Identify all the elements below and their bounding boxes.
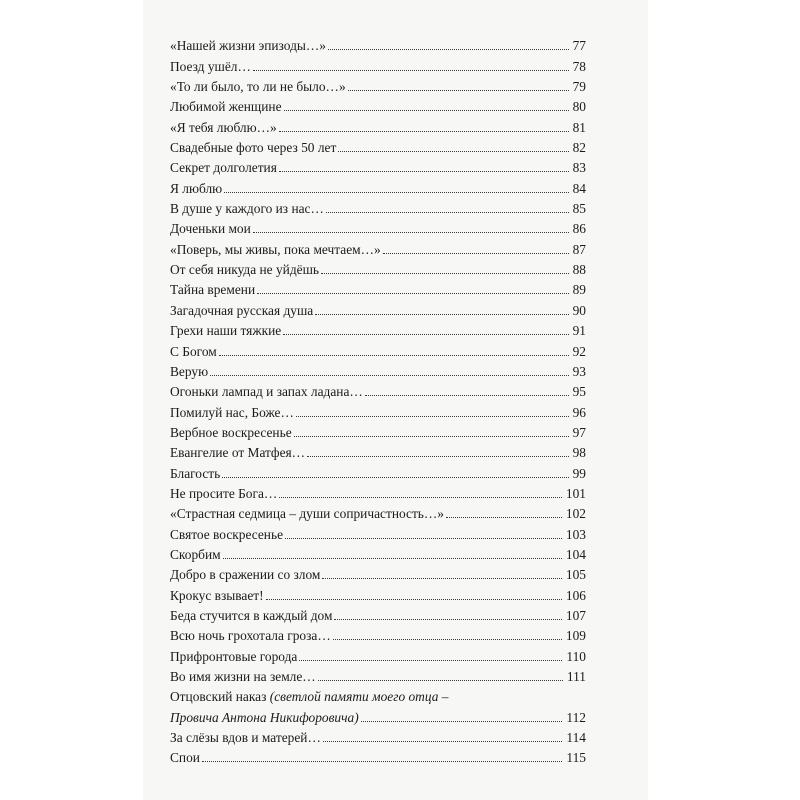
toc-entry-page: 106 xyxy=(565,587,586,603)
toc-entry-title: Спои xyxy=(170,750,200,766)
toc-entry xyxy=(170,420,586,440)
toc-entry xyxy=(170,277,586,297)
toc-entry-page: 99 xyxy=(572,465,586,481)
toc-entry-page: 85 xyxy=(572,201,586,217)
dot-leader xyxy=(333,639,562,640)
toc-entry-title xyxy=(170,689,448,704)
dot-leader xyxy=(315,314,568,315)
dot-leader xyxy=(257,293,568,294)
dot-leader xyxy=(383,253,569,254)
toc-entry xyxy=(170,745,586,765)
toc-entry-page: 101 xyxy=(565,485,586,501)
dot-leader xyxy=(321,273,569,274)
dot-leader xyxy=(294,436,569,437)
toc-entry-title: За слёзы вдов и матерей… xyxy=(170,730,321,746)
toc-entry-page: 77 xyxy=(572,38,586,54)
toc-entry-title: Огоньки лампад и запах ладана… xyxy=(170,384,363,400)
toc-entry xyxy=(170,338,586,358)
toc-entry-title: Прифронтовые города xyxy=(170,648,298,664)
dot-leader xyxy=(361,721,563,722)
toc-entry-page: 115 xyxy=(566,750,586,766)
dot-leader xyxy=(296,416,569,417)
toc-entry xyxy=(170,603,586,623)
toc-entry-title: Во имя жизни на земле… xyxy=(170,669,316,684)
dot-leader xyxy=(224,192,568,193)
toc-entry-title: Верую xyxy=(170,363,209,379)
dot-leader xyxy=(338,151,568,152)
toc-entry-page: 110 xyxy=(566,648,586,664)
toc-tail-list xyxy=(170,725,586,766)
toc-entry xyxy=(170,297,586,317)
toc-entry-page: 84 xyxy=(572,180,586,196)
toc-entry-page: 97 xyxy=(572,424,586,440)
dot-leader xyxy=(266,599,562,600)
toc-entry-page: 111 xyxy=(566,669,586,684)
toc-entry xyxy=(170,155,586,175)
dot-leader xyxy=(299,660,562,661)
dot-leader xyxy=(323,741,563,742)
toc-entry-page: 114 xyxy=(566,730,586,746)
toc-entry xyxy=(170,318,586,338)
toc-entry xyxy=(170,196,586,216)
dot-leader xyxy=(210,375,569,376)
dot-leader xyxy=(283,334,568,335)
toc-entry-title: Скорбим xyxy=(170,546,221,562)
toc-entry-title: От себя никуда не уйдёшь xyxy=(170,262,320,278)
toc-entry-subtitle-cont: Провича Антона Никифоровича) xyxy=(170,709,359,725)
toc-entry-title: «Поверь, мы живы, пока мечтаем…» xyxy=(170,241,381,257)
dot-leader xyxy=(348,90,569,91)
toc-entry-title: Поезд ушёл… xyxy=(170,58,251,74)
dot-leader xyxy=(318,680,563,681)
toc-entry-title: Добро в сражении со злом xyxy=(170,567,321,583)
toc-entry-page: 82 xyxy=(572,140,586,156)
toc-entry xyxy=(170,53,586,73)
dot-leader xyxy=(328,49,569,50)
toc-entry xyxy=(170,643,586,663)
toc-entry-title: «Нашей жизни эпизоды…» xyxy=(170,38,326,54)
toc-entry-page: 98 xyxy=(572,445,586,461)
toc-entry xyxy=(170,135,586,155)
toc-entry-title: Доченьки мои xyxy=(170,221,251,237)
toc-entry-page: 112 xyxy=(566,709,586,725)
toc-entry xyxy=(170,399,586,419)
dot-leader xyxy=(222,477,568,478)
toc-entry-page: 90 xyxy=(572,302,586,318)
toc-entry-page: 105 xyxy=(565,567,586,583)
toc-entry-page: 81 xyxy=(572,119,586,135)
dot-leader xyxy=(223,558,562,559)
toc-entry-page: 80 xyxy=(572,99,586,115)
toc-entry-subtitle: (светлой памяти моего отца – xyxy=(269,689,449,705)
dot-leader xyxy=(253,70,569,71)
toc-entry xyxy=(170,33,586,53)
toc-entry-page: 96 xyxy=(572,404,586,420)
toc-entry-title: Благость xyxy=(170,465,221,481)
toc-entry xyxy=(170,94,586,114)
toc-entry-title: Загадочная русская душа xyxy=(170,302,314,318)
toc-entry xyxy=(170,216,586,236)
toc-entry-title: Святое воскресенье xyxy=(170,526,284,542)
toc-entry xyxy=(170,359,586,379)
dot-leader xyxy=(446,517,562,518)
dot-leader xyxy=(279,497,562,498)
toc-entry-title: Свадебные фото через 50 лет xyxy=(170,140,337,156)
toc-entry-page: 89 xyxy=(572,282,586,298)
toc-entry-title: Не просите Бога… xyxy=(170,485,278,501)
toc-entry-title: Я люблю xyxy=(170,180,223,196)
toc-entry-title: Крокус взывает! xyxy=(170,587,264,603)
toc-entry-title: С Богом xyxy=(170,343,217,359)
toc-entry xyxy=(170,175,586,195)
toc-entry-title: «Страстная седмица – души сопричастность…» xyxy=(170,506,444,522)
toc-entry-page: 92 xyxy=(572,343,586,359)
toc-entry xyxy=(170,501,586,521)
toc-entry xyxy=(170,379,586,399)
toc-entry xyxy=(170,460,586,480)
dot-leader xyxy=(365,395,569,396)
toc-entry-page: 78 xyxy=(572,58,586,74)
toc-entry-page: 88 xyxy=(572,262,586,278)
dot-leader xyxy=(279,131,569,132)
dot-leader xyxy=(284,110,569,111)
toc-entry-page: 103 xyxy=(565,526,586,542)
dot-leader xyxy=(285,538,562,539)
toc-entry-page: 79 xyxy=(572,79,586,95)
toc-entry xyxy=(170,481,586,501)
toc-entry-page: 86 xyxy=(572,221,586,237)
dot-leader xyxy=(219,355,569,356)
toc-entry-page: 87 xyxy=(572,241,586,257)
toc-entry xyxy=(170,114,586,134)
table-of-contents xyxy=(170,33,586,765)
toc-entry-title-text: Отцовский наказ xyxy=(170,689,267,705)
toc-entry-title: В душе у каждого из нас… xyxy=(170,201,324,217)
toc-entry-page: 104 xyxy=(565,546,586,562)
toc-entry xyxy=(170,257,586,277)
toc-entry xyxy=(170,684,586,704)
toc-entry xyxy=(170,542,586,562)
toc-entry xyxy=(170,440,586,460)
dot-leader xyxy=(202,761,562,762)
toc-entry-page: 107 xyxy=(565,607,586,623)
toc-entry xyxy=(170,582,586,602)
toc-entry-continuation xyxy=(170,704,586,724)
dot-leader xyxy=(322,578,562,579)
dot-leader xyxy=(307,456,569,457)
toc-entry xyxy=(170,521,586,541)
dot-leader xyxy=(279,171,569,172)
toc-entry-page: 95 xyxy=(572,384,586,400)
toc-entry xyxy=(170,725,586,745)
toc-entry-page: 91 xyxy=(572,323,586,339)
toc-entry-title: Евангелие от Матфея… xyxy=(170,445,306,461)
toc-entry-page: 109 xyxy=(565,628,586,644)
toc-entry-title: Беда стучится в каждый дом xyxy=(170,607,333,623)
toc-entry-page: 83 xyxy=(572,160,586,176)
toc-entry-title: Тайна времени xyxy=(170,282,256,298)
toc-entry-page: 102 xyxy=(565,506,586,522)
toc-entry xyxy=(170,562,586,582)
toc-entry-title: Помилуй нас, Боже… xyxy=(170,404,294,420)
toc-entry-title: Грехи наши тяжкие xyxy=(170,323,282,339)
dot-leader xyxy=(253,232,569,233)
toc-entry xyxy=(170,74,586,94)
toc-entry-title: Секрет долголетия xyxy=(170,160,277,176)
toc-entry xyxy=(170,236,586,256)
toc-entry-title: Всю ночь грохотала гроза… xyxy=(170,628,331,644)
toc-entry-title: «Я тебя люблю…» xyxy=(170,119,277,135)
toc-entry xyxy=(170,664,586,684)
toc-entry-page: 93 xyxy=(572,363,586,379)
dot-leader xyxy=(334,619,561,620)
toc-entry xyxy=(170,623,586,643)
toc-entry-title: Любимой женщине xyxy=(170,99,282,115)
toc-main-list xyxy=(170,33,586,684)
toc-entry-title: «То ли было, то ли не было…» xyxy=(170,79,346,95)
dot-leader xyxy=(326,212,569,213)
toc-entry-title: Вербное воскресенье xyxy=(170,424,292,440)
